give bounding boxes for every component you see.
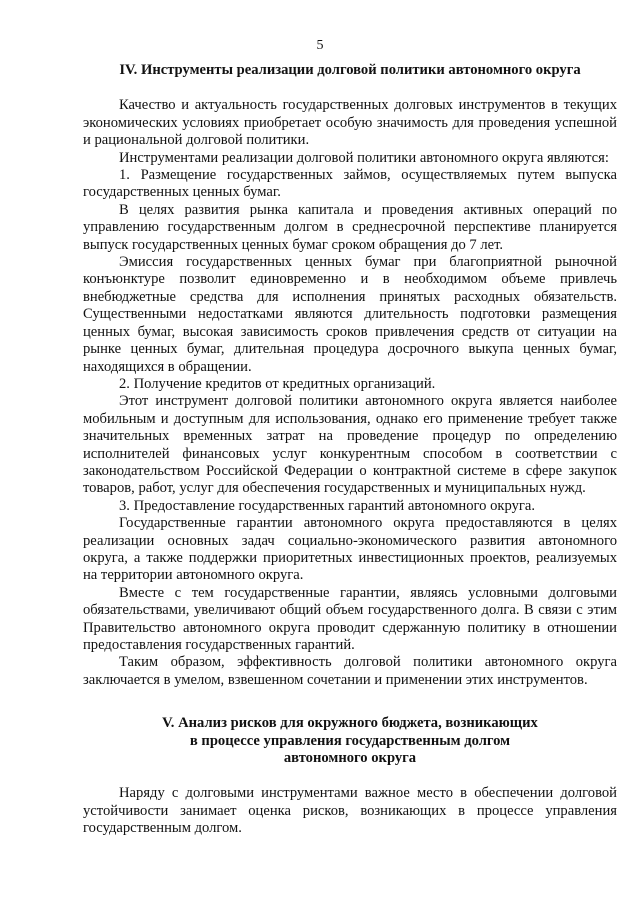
section-5-body bbox=[83, 785, 617, 837]
paragraph: 3. Предоставление государственных гарантий автономного округа. bbox=[119, 497, 535, 514]
paragraph: Таким образом, эффективность долговой политики автономного округа заключается в умелом, взвешенном сочетании и применении этих инструментов. bbox=[83, 654, 617, 688]
paragraph: Эмиссия государственных ценных бумаг при благоприятной рыночной конъюнктуре позволит единовременно и в необходимом объеме привлечь внебюджетные средства для исполнения принятых расходных обязательств. Существенными недостатками являются длительность подготовки размещения ценных бумаг, высокая зависимость сроков привлечения средств от ситуации на рынке ценных бумаг, длительная процедура досрочного выкупа ценных бумаг, находящихся в обращении. bbox=[83, 254, 617, 375]
paragraph: 1. Размещение государственных займов, осуществляемых путем выпуска государственных ценных бумаг. bbox=[83, 167, 617, 201]
section-5-heading-line: автономного округа bbox=[283, 750, 417, 767]
section-5-heading-line: в процессе управления государственным долгом bbox=[189, 732, 511, 749]
page-number: 5 bbox=[316, 38, 324, 53]
paragraph: Инструментами реализации долговой политики автономного округа являются: bbox=[119, 149, 609, 166]
paragraph: Наряду с долговыми инструментами важное место в обеспечении долговой устойчивости занимает оценка рисков, возникающих в процессе управления государственным долгом. bbox=[83, 785, 617, 837]
section-4-body bbox=[83, 97, 617, 689]
paragraph: Вместе с тем государственные гарантии, являясь условными долговыми обязательствами, увеличивают общий объем государственного долга. В связи с этим Правительство автономного округа проводит сдержанную политику в отношении предоставления государственных гарантий. bbox=[83, 584, 617, 653]
paragraph: Государственные гарантии автономного округа предоставляются в целях реализации основных задач социально-экономического развития автономного округа, а также поддержки приоритетных инвестиционных проектов, реализуемых на территории автономного округа. bbox=[83, 515, 617, 584]
section-5-heading-line: V. Анализ рисков для окружного бюджета, возникающих bbox=[162, 715, 538, 732]
document-body bbox=[83, 62, 617, 838]
paragraph: Качество и актуальность государственных долговых инструментов в текущих экономических условиях приобретает особую значимость для проведения успешной и рациональной долговой политики. bbox=[83, 97, 617, 149]
paragraph: В целях развития рынка капитала и проведения активных операций по управлению государственным долгом в среднесрочной перспективе планируется выпуск государственных ценных бумаг сроком обращения до 7 лет. bbox=[83, 201, 617, 253]
section-4-heading: IV. Инструменты реализации долговой политики автономного округа bbox=[119, 62, 581, 78]
paragraph: Этот инструмент долговой политики автономного округа является наиболее мобильным и доступным для использования, однако его применение требует также значительных временных затрат на проведение процедур по определению исполнителей финансовых услуг конкурентным способом в соответствии с законодательством Российской Федерации о контрактной системе в сфере закупок товаров, работ, услуг для обеспечения государственных и муниципальных нужд. bbox=[83, 393, 617, 497]
paragraph: 2. Получение кредитов от кредитных организаций. bbox=[119, 375, 436, 392]
section-5-heading bbox=[83, 715, 617, 767]
